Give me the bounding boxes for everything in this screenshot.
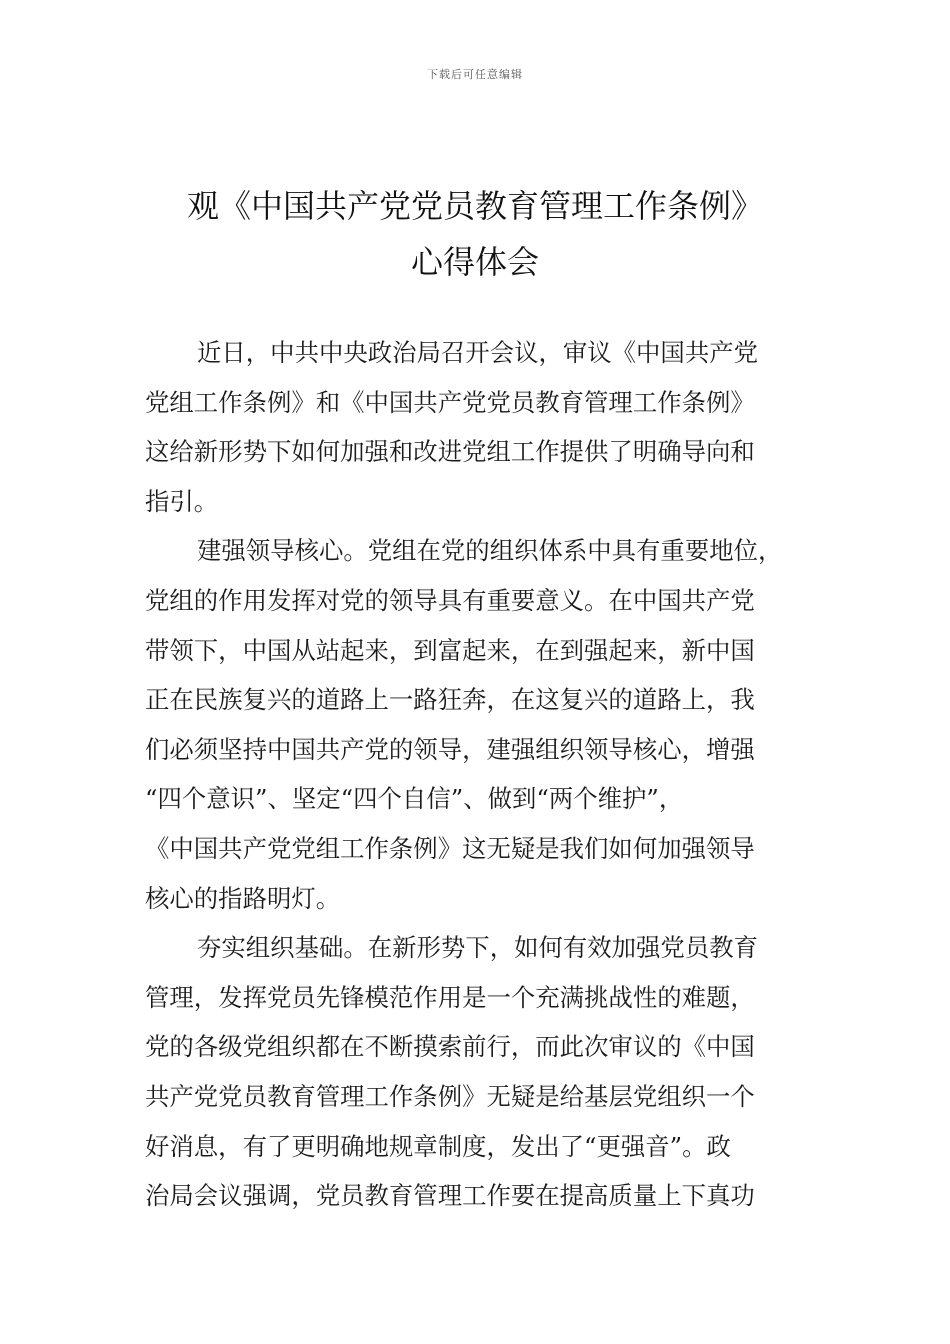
paragraph-2: [145, 526, 807, 923]
paragraph-line: “四个意识”、坚定“四个自信”、做到“两个维护”，: [145, 784, 684, 814]
paragraph-line: 夯实组织基础。在新形势下，如何有效加强党员教育: [197, 933, 758, 963]
header-note: 下载后可任意编辑: [427, 68, 523, 81]
paragraph-line: 党的各级党组织都在不断摸索前行，而此次审议的《中国: [145, 1032, 755, 1062]
document-body: [145, 328, 807, 1221]
paragraph-line: 这给新形势下如何加强和改进党组工作提供了明确导向和: [145, 437, 755, 467]
paragraph-line: 指引。: [145, 486, 219, 516]
paragraph-line: 近日，中共中央政治局召开会议，审议《中国共产党: [197, 338, 758, 367]
paragraph-line: 们必须坚持中国共产党的领导，建强组织领导核心，增强: [145, 734, 755, 764]
paragraph-line: 好消息，有了更明确地规章制度，发出了“更强音”。政: [145, 1131, 731, 1161]
paragraph-line: 管理，发挥党员先锋模范作用是一个充满挑战性的难题，: [145, 982, 755, 1012]
paragraph-line: 正在民族复兴的道路上一路狂奔，在这复兴的道路上，我: [145, 685, 755, 715]
paragraph-line: 建强领导核心。党组在党的组织体系中具有重要地位，: [197, 536, 783, 566]
paragraph-line: 党组工作条例》和《中国共产党党员教育管理工作条例》: [145, 387, 755, 417]
paragraph-line: 党组的作用发挥对党的领导具有重要意义。在中国共产党: [145, 585, 755, 615]
paragraph-line: 带领下，中国从站起来，到富起来，在到强起来，新中国: [145, 635, 755, 665]
paragraph-line: 治局会议强调，党员教育管理工作要在提高质量上下真功: [145, 1181, 755, 1211]
paragraph-line: 核心的指路明灯。: [145, 883, 341, 913]
paragraph-3: [145, 923, 807, 1221]
document-title: [0, 178, 950, 290]
title-line-2: 心得体会: [410, 243, 539, 281]
paragraph-1: [145, 328, 807, 526]
paragraph-line: 共产党党员教育管理工作条例》无疑是给基层党组织一个: [145, 1081, 755, 1111]
paragraph-line: 《中国共产党党组工作条例》这无疑是我们如何加强领导: [145, 833, 755, 863]
title-line-1: 观《中国共产党党员教育管理工作条例》: [186, 187, 763, 225]
